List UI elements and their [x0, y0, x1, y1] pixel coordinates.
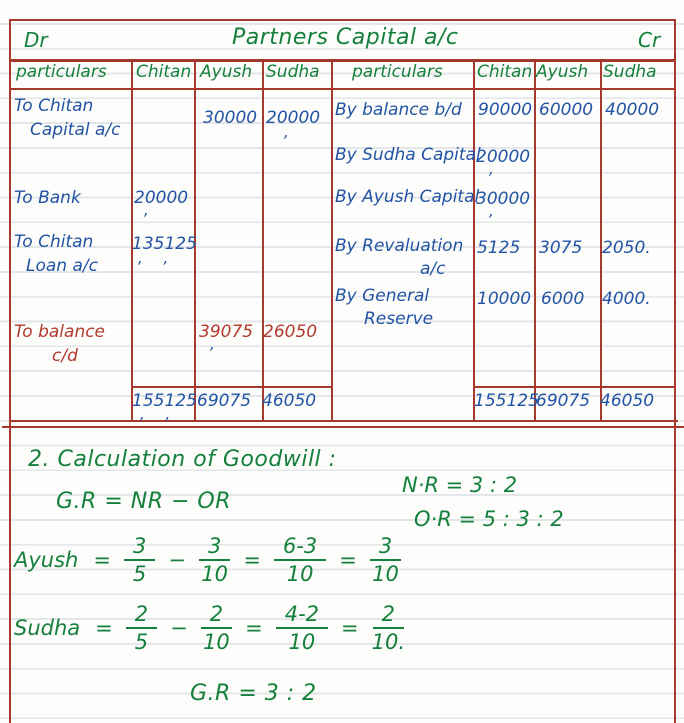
debit-row4-ayush-amount: 39075 — [199, 322, 254, 342]
debit-row2-chitan-amount: 20000 — [134, 188, 189, 208]
credit-header-chitan: Chitan — [477, 62, 533, 82]
fraction — [124, 534, 155, 586]
credit-row4-particulars-line2: a/c — [420, 259, 446, 279]
debit-ayush-divider — [262, 60, 264, 422]
credit-total-chitan: 155125 — [474, 391, 539, 411]
credit-row2-chitan-amount: 20000 — [476, 147, 531, 167]
old-ratio: O·R = 5 : 3 : 2 — [414, 507, 564, 531]
debit-totals-rule — [131, 386, 331, 388]
goodwill-result: G.R = 3 : 2 — [190, 681, 317, 706]
equals-sign: = — [93, 548, 111, 573]
credit-row4-ayush-amount: 3075 — [539, 238, 583, 258]
digit-grouping-mark: ’ — [142, 210, 155, 228]
debit-row4-particulars-line2: c/d — [52, 346, 78, 366]
credit-row1-sudha-amount: 40000 — [605, 100, 660, 120]
fraction-numerator: 2 — [126, 602, 157, 629]
digit-grouping-mark: ’ ’ — [138, 414, 177, 432]
equals-sign: = — [243, 548, 261, 573]
digit-grouping-mark: ’ ’ — [136, 258, 175, 276]
credit-row5-particulars-line2: Reserve — [364, 309, 434, 329]
digit-grouping-mark: ’ — [208, 344, 221, 362]
fraction-numerator: 6-3 — [274, 534, 326, 561]
digit-grouping-mark: ’ — [282, 132, 295, 150]
credit-row2-particulars: By Sudha Capital — [335, 145, 481, 165]
fraction-denominator: 10 — [288, 630, 316, 655]
equals-sign: = — [245, 616, 263, 641]
fraction-denominator: 10 — [203, 630, 230, 655]
table-right-border — [674, 19, 676, 723]
credit-row4-particulars-line1: By Revaluation — [335, 236, 464, 256]
fraction-numerator: 3 — [124, 534, 155, 561]
debit-total-sudha: 46050 — [262, 391, 317, 411]
debit-row1-particulars-line1: To Chitan — [14, 96, 94, 116]
credit-chitan-divider — [534, 60, 536, 422]
partner-name: Ayush — [14, 548, 79, 573]
fraction — [199, 534, 230, 586]
minus-sign: − — [168, 548, 186, 573]
credit-header-particulars: particulars — [352, 62, 443, 82]
equals-sign: = — [339, 548, 357, 573]
fraction-denominator: 10 — [201, 562, 228, 587]
table-left-border — [9, 19, 11, 723]
table-bottom-border-outer — [2, 426, 684, 428]
debit-row1-sudha-amount: 20000 — [266, 108, 321, 128]
credit-row5-chitan-amount: 10000 — [477, 289, 532, 309]
credit-row5-particulars-line1: By General — [335, 286, 430, 306]
debit-row4-sudha-amount: 26050 — [263, 322, 318, 342]
credit-row1-ayush-amount: 60000 — [539, 100, 594, 120]
credit-header-ayush: Ayush — [536, 62, 589, 82]
goodwill-heading: 2. Calculation of Goodwill : — [28, 447, 337, 472]
ayush-goodwill-equation — [14, 534, 401, 586]
credit-particulars-divider — [473, 60, 475, 422]
credit-row1-particulars: By balance b/d — [335, 100, 462, 120]
new-ratio: N·R = 3 : 2 — [402, 473, 518, 497]
fraction — [274, 534, 326, 586]
equals-sign: = — [341, 616, 359, 641]
digit-grouping-mark: ’ — [487, 211, 500, 229]
fraction-denominator: 10. — [371, 630, 406, 655]
debit-row3-particulars-line1: To Chitan — [14, 232, 94, 252]
credit-row4-chitan-amount: 5125 — [477, 238, 521, 258]
credit-row1-chitan-amount: 90000 — [478, 100, 533, 120]
fraction-numerator: 4-2 — [276, 602, 328, 629]
minus-sign: − — [170, 616, 188, 641]
dr-label: Dr — [24, 28, 48, 52]
header-underline — [10, 88, 676, 90]
debit-row3-particulars-line2: Loan a/c — [26, 256, 98, 276]
equals-sign: = — [95, 616, 113, 641]
table-top-border — [10, 19, 676, 21]
debit-header-chitan: Chitan — [136, 62, 192, 82]
center-divider — [331, 60, 333, 422]
goodwill-formula: G.R = NR − OR — [56, 489, 232, 514]
fraction-denominator: 5 — [132, 562, 147, 587]
sudha-goodwill-equation — [14, 602, 405, 654]
account-title: Partners Capital a/c — [232, 25, 459, 50]
credit-header-sudha: Sudha — [603, 62, 657, 82]
debit-row1-ayush-amount: 30000 — [203, 108, 258, 128]
fraction — [372, 602, 405, 654]
fraction-denominator: 10 — [372, 562, 399, 587]
debit-header-particulars: particulars — [16, 62, 107, 82]
credit-totals-rule — [473, 386, 676, 388]
debit-row4-particulars-line1: To balance — [14, 322, 106, 342]
fraction — [276, 602, 328, 654]
digit-grouping-mark: ’ — [487, 169, 500, 187]
debit-total-ayush: 69075 — [197, 391, 252, 411]
fraction-numerator: 3 — [370, 534, 401, 561]
fraction — [370, 534, 401, 586]
credit-row3-particulars: By Ayush Capital — [335, 187, 480, 207]
cr-label: Cr — [638, 28, 661, 52]
fraction — [201, 602, 232, 654]
debit-row2-particulars: To Bank — [14, 188, 81, 208]
credit-row4-sudha-amount: 2050. — [602, 238, 651, 258]
credit-total-ayush: 69075 — [536, 391, 591, 411]
credit-row3-chitan-amount: 30000 — [476, 189, 531, 209]
fraction-denominator: 5 — [134, 630, 149, 655]
debit-header-sudha: Sudha — [266, 62, 320, 82]
credit-total-sudha: 46050 — [600, 391, 655, 411]
debit-total-chitan: 155125 — [132, 391, 197, 411]
fraction — [126, 602, 157, 654]
credit-row5-sudha-amount: 4000. — [602, 289, 651, 309]
fraction-numerator: 2 — [373, 602, 404, 629]
partner-name: Sudha — [14, 616, 81, 641]
debit-row3-chitan-amount: 135125 — [132, 234, 197, 254]
fraction-numerator: 3 — [199, 534, 230, 561]
debit-header-ayush: Ayush — [200, 62, 253, 82]
credit-row5-ayush-amount: 6000 — [541, 289, 585, 309]
table-bottom-border-inner — [10, 420, 678, 422]
debit-row1-particulars-line2: Capital a/c — [30, 120, 121, 140]
fraction-denominator: 10 — [286, 562, 314, 587]
fraction-numerator: 2 — [201, 602, 232, 629]
